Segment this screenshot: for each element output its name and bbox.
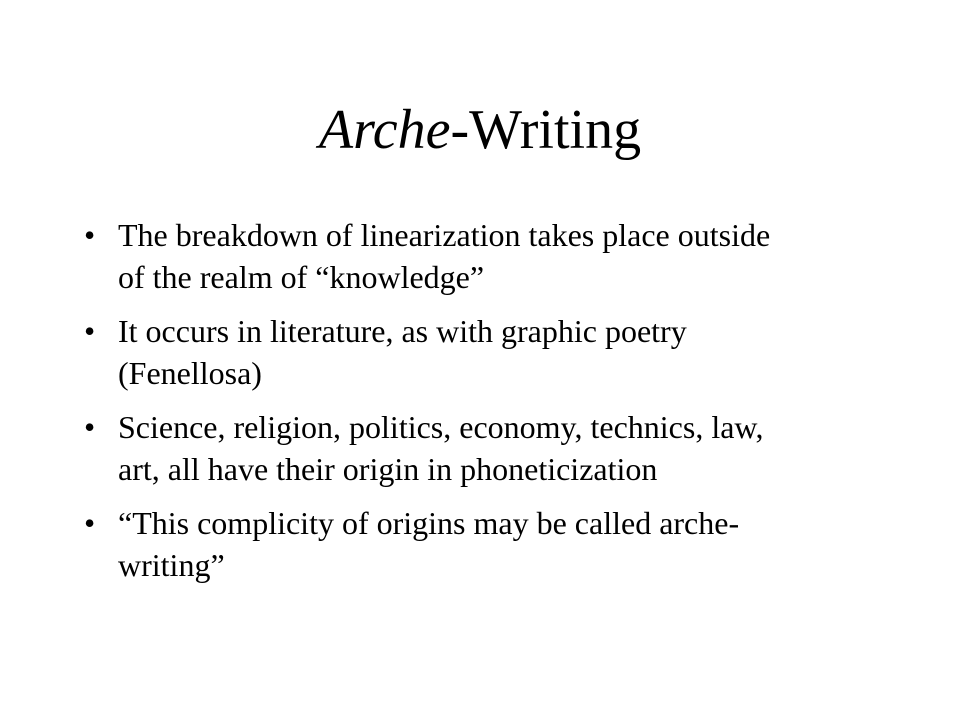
bullet-text-line: art, all have their origin in phoneticization — [118, 451, 658, 487]
bullet-item — [84, 502, 864, 586]
bullet-icon: • — [84, 505, 96, 541]
bullet-icon: • — [84, 217, 96, 253]
bullet-text-line: “This complicity of origins may be called arche- — [118, 505, 740, 541]
bullet-text-line: The breakdown of linearization takes place outside — [118, 217, 771, 253]
bullet-text-line: It occurs in literature, as with graphic poetry — [118, 313, 687, 349]
bullet-text-line: (Fenellosa) — [118, 355, 262, 391]
bullet-icon: • — [84, 409, 96, 445]
bullet-item — [84, 310, 864, 394]
slide-title-rest: -Writing — [450, 99, 642, 161]
bullet-item — [84, 406, 864, 490]
slide-title — [0, 98, 960, 162]
bullet-text-line: of the realm of “knowledge” — [118, 259, 485, 295]
bullet-list — [84, 214, 864, 598]
bullet-text-line: writing” — [118, 547, 225, 583]
bullet-icon: • — [84, 313, 96, 349]
bullet-text-line: Science, religion, politics, economy, technics, law, — [118, 409, 764, 445]
bullet-item — [84, 214, 864, 298]
slide-title-italic: Arche — [318, 99, 451, 161]
